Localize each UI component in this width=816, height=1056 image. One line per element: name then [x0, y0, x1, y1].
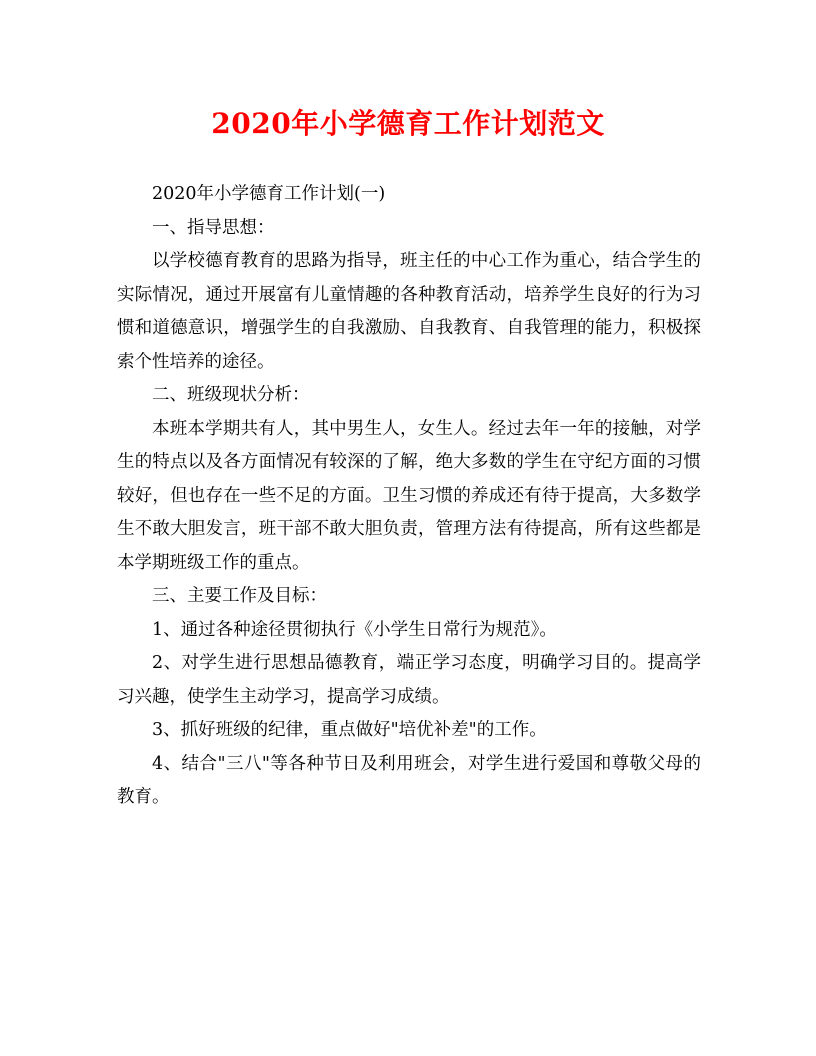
paragraph-guiding-ideology: 以学校德育教育的思路为指导，班主任的中心工作为重心，结合学生的实际情况，通过开展富有儿童情趣的各种教育活动，培养学生良好的行为习惯和道德意识，增强学生的自我激励、自我教育、自我管理的能力，积极探索个性培养的途径。	[117, 251, 701, 372]
list-item-2: 2、对学生进行思想品德教育，端正学习态度，明确学习目的。提高学习兴趣，使学生主动学习，提高学习成绩。	[117, 653, 701, 707]
paragraph-class-analysis: 本班本学期共有人，其中男生人，女生人。经过去年一年的接触，对学生的特点以及各方面情况有较深的了解，绝大多数的学生在守纪方面的习惯较好，但也存在一些不足的方面。卫生习惯的养成还有待于提高，大多数学生不敢大胆发言，班干部不敢大胆负责，管理方法有待提高，所有这些都是本学期班级工作的重点。	[117, 418, 701, 573]
document-title: 2020年小学德育工作计划范文	[211, 107, 605, 140]
list-item-3: 3、抓好班级的纪律，重点做好"培优补差"的工作。	[152, 720, 547, 740]
list-item-1: 1、通过各种途径贯彻执行《小学生日常行为规范》。	[152, 619, 557, 640]
section-heading-class-analysis: 二、班级现状分析：	[152, 385, 310, 405]
list-item-4: 4、结合"三八"等各种节日及利用班会，对学生进行爱国和尊敬父母的教育。	[117, 753, 701, 807]
section-heading-main-work: 三、主要工作及目标：	[152, 586, 327, 606]
document-body	[117, 178, 701, 815]
section-heading-plan-one: 2020年小学德育工作计划(一)	[152, 184, 386, 204]
section-heading-guiding-ideology: 一、指导思想：	[152, 217, 275, 238]
